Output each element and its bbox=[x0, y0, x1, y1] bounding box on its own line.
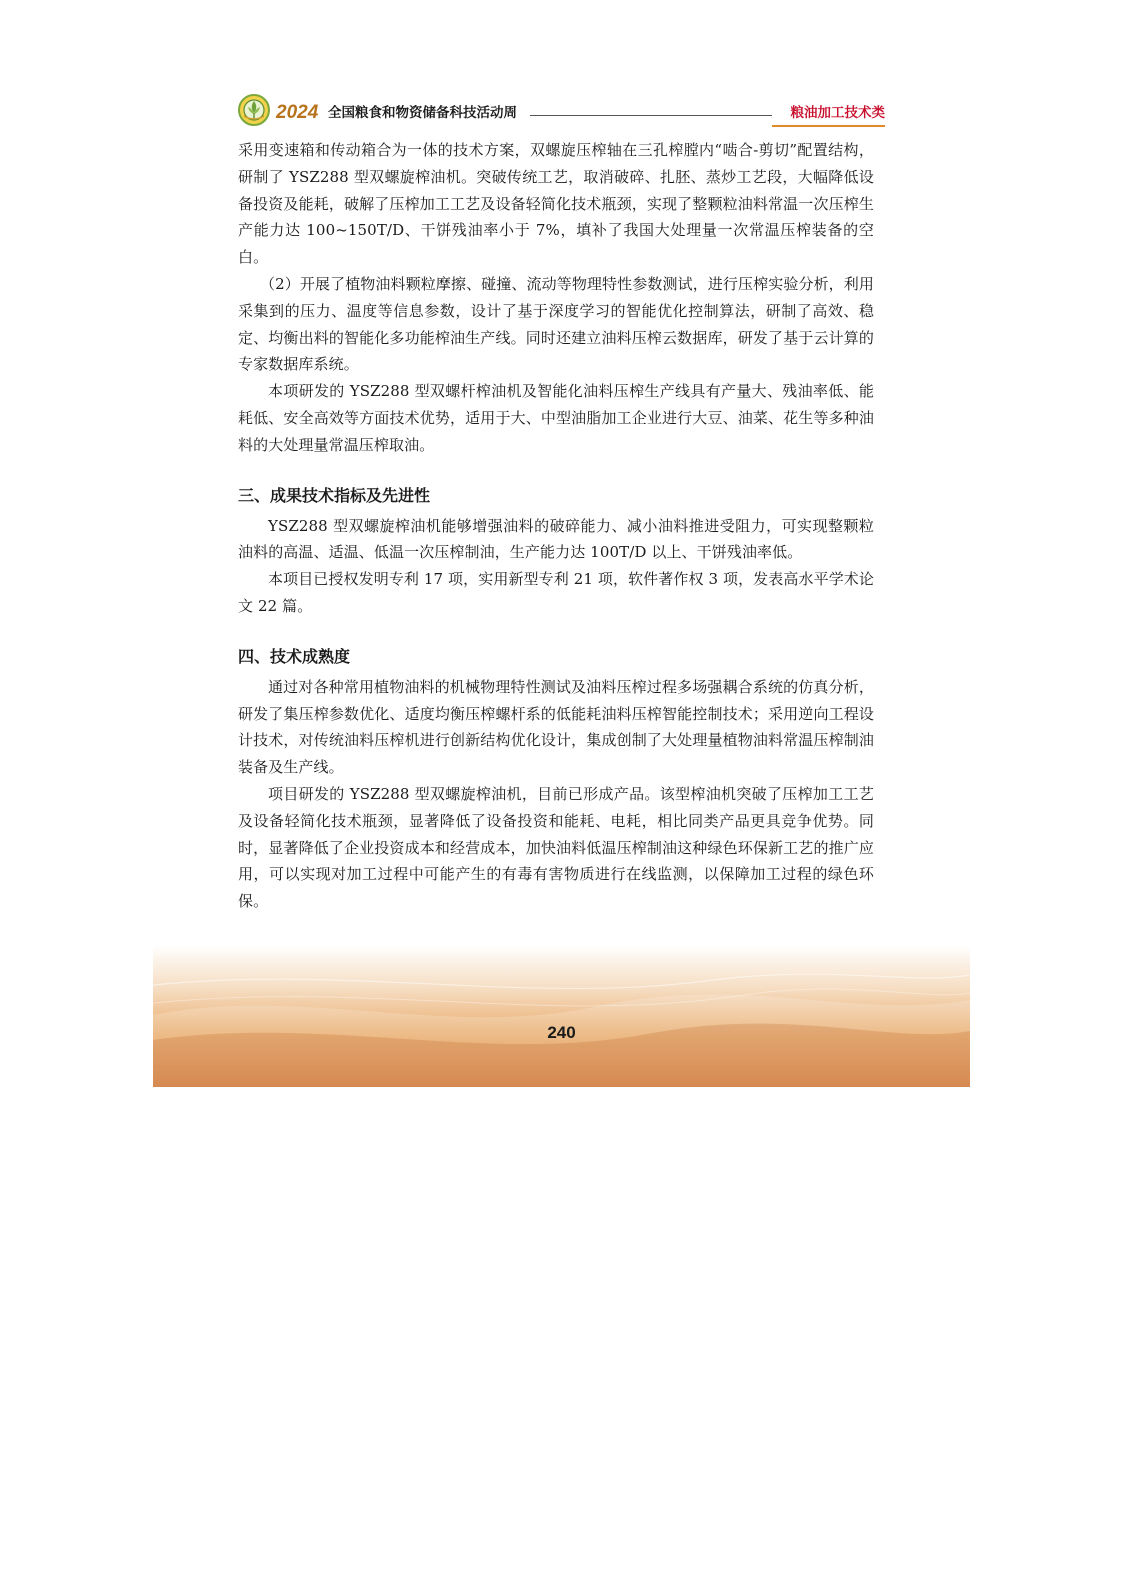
main-content bbox=[238, 137, 874, 915]
paragraph: 通过对各种常用植物油料的机械物理特性测试及油料压榨过程多场强耦合系统的仿真分析，研发了集压榨参数优化、适度均衡压榨螺杆系的低能耗油料压榨智能控制技术；采用逆向工程设计技术，对传统油料压榨机进行创新结构优化设计，集成创制了大处理量植物油料常温压榨制油装备及生产线。 bbox=[238, 677, 874, 777]
paragraph: 采用变速箱和传动箱合为一体的技术方案，双螺旋压榨轴在三孔榨膛内“啮合-剪切”配置结构，研制了 YSZ288 型双螺旋榨油机。突破传统工艺，取消破碎、扎胚、蒸炒工艺段，大幅降低设备投资及能耗，破解了压榨加工工艺及设备轻简化技术瓶颈，实现了整颗粒油料常温一次压榨生产能力达 100~150T/D、干饼残油率小于 7%，填补了我国大处理量一次常温压榨装备的空白。 bbox=[238, 141, 874, 267]
paragraph: 本项目已授权发明专利 17 项，实用新型专利 21 项，软件著作权 3 项，发表高水平学术论文 22 篇。 bbox=[238, 570, 874, 615]
grain-reserve-logo-icon bbox=[238, 94, 270, 126]
paragraph: YSZ288 型双螺旋榨油机能够增强油料的破碎能力、减小油料推进受阻力，可实现整颗粒油料的高温、适温、低温一次压榨制油，生产能力达 100T/D 以上、干饼残油率低。 bbox=[238, 516, 874, 562]
header-year: 2024 bbox=[276, 102, 319, 123]
section-heading: 四、技术成熟度 bbox=[238, 646, 351, 666]
footer-band bbox=[153, 945, 970, 1087]
page-number: 240 bbox=[547, 1023, 576, 1042]
header-rule bbox=[530, 115, 772, 116]
section-heading: 三、成果技术指标及先进性 bbox=[238, 485, 431, 505]
document-page bbox=[153, 80, 970, 1107]
paragraph: 项目研发的 YSZ288 型双螺旋榨油机，目前已形成产品。该型榨油机突破了压榨加工工艺及设备轻简化技术瓶颈，显著降低了设备投资和能耗、电耗，相比同类产品更具竞争优势。同时，显著降低了企业投资成本和经营成本，加快油料低温压榨制油这种绿色环保新工艺的推广应用，可以实现对加工过程中可能产生的有毒有害物质进行在线监测，以保障加工过程的绿色环保。 bbox=[238, 784, 874, 911]
header-event-title: 全国粮食和物资储备科技活动周 bbox=[328, 105, 517, 121]
paragraph: 本项研发的 YSZ288 型双螺杆榨油机及智能化油料压榨生产线具有产量大、残油率低、能耗低、安全高效等方面技术优势，适用于大、中型油脂加工企业进行大豆、油菜、花生等多种油料的大处理量常温压榨取油。 bbox=[238, 382, 874, 454]
page-header bbox=[238, 94, 885, 130]
header-category: 粮油加工技术类 bbox=[790, 105, 885, 121]
header-category-underline bbox=[772, 125, 885, 127]
paragraph: （2）开展了植物油料颗粒摩擦、碰撞、流动等物理特性参数测试，进行压榨实验分析，利用采集到的压力、温度等信息参数，设计了基于深度学习的智能优化控制算法，研制了高效、稳定、均衡出料的智能化多功能榨油生产线。同时还建立油料压榨云数据库，研发了基于云计算的专家数据库系统。 bbox=[238, 274, 874, 374]
footer-wave-decoration bbox=[153, 945, 970, 1087]
